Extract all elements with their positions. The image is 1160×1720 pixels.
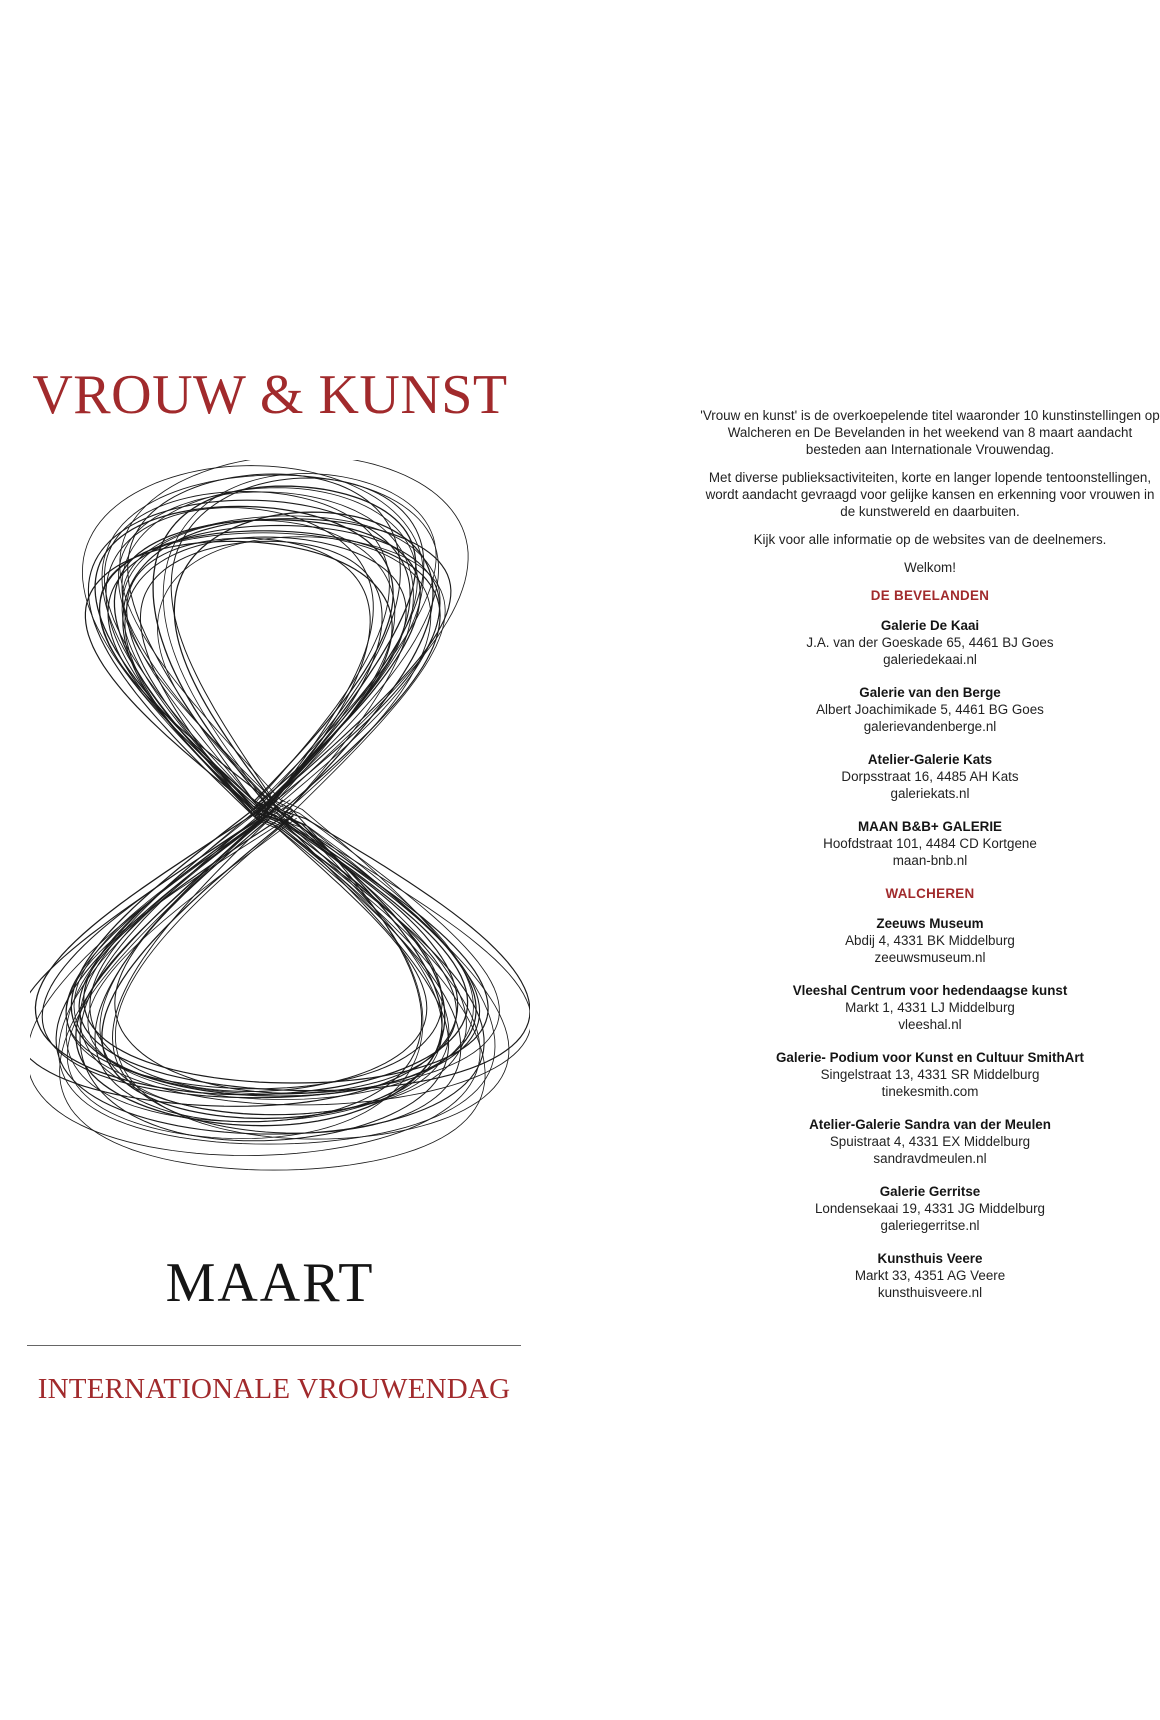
figure-eight-scribble-icon (30, 460, 530, 1180)
venue-address: Dorpsstraat 16, 4485 AH Kats (841, 769, 1019, 784)
poster-divider (27, 1345, 521, 1346)
scribble-stroke (74, 516, 499, 1094)
scribble-stroke (79, 531, 530, 1091)
venue-website-link[interactable]: kunsthuisveere.nl (877, 1285, 983, 1300)
scribble-stroke (71, 506, 476, 1096)
venue-name: Vleeshal Centrum voor hedendaagse kunst (792, 983, 1068, 998)
welcome-text: Welkom! (904, 560, 956, 575)
venue-website-link[interactable]: galerievandenberge.nl (863, 719, 997, 734)
venue-listing (700, 915, 1160, 966)
venue-listing (700, 1250, 1160, 1301)
venue-listing (700, 818, 1160, 869)
venue-listing (700, 982, 1160, 1033)
scribble-stroke (30, 519, 458, 1107)
venue-listing (700, 1116, 1160, 1167)
poster (0, 335, 560, 1475)
venue-listing (700, 1049, 1160, 1100)
venue-website-link[interactable]: galeriekats.nl (890, 786, 970, 801)
poster-title: VROUW & KUNST (32, 364, 508, 426)
venue-name: Atelier-Galerie Kats (867, 752, 993, 767)
scribble-stroke (95, 478, 424, 1122)
venue-address: Markt 33, 4351 AG Veere (854, 1268, 1006, 1283)
venue-name: Galerie- Podium voor Kunst en Cultuur SmithArt (775, 1050, 1084, 1065)
info-column (700, 407, 1160, 1317)
venue-address: J.A. van der Goeskade 65, 4461 BJ Goes (806, 635, 1054, 650)
venue-name: Galerie Gerritse (879, 1184, 981, 1199)
venue-address: Spuistraat 4, 4331 EX Middelburg (829, 1134, 1031, 1149)
region-heading-bevelanden: DE BEVELANDEN (870, 588, 990, 603)
venue-listing (700, 1183, 1160, 1234)
venue-website-link[interactable]: zeeuwsmuseum.nl (874, 950, 986, 965)
venue-address: Albert Joachimikade 5, 4461 BG Goes (816, 702, 1044, 717)
scribble-stroke (115, 492, 509, 1139)
venue-address: Hoofdstraat 101, 4484 CD Kortgene (823, 836, 1037, 851)
venue-address: Singelstraat 13, 4331 SR Middelburg (820, 1067, 1040, 1082)
venue-name: Atelier-Galerie Sandra van der Meulen (809, 1117, 1051, 1132)
poster-maart: MAART (165, 1252, 375, 1314)
venue-name: Kunsthuis Veere (877, 1251, 983, 1266)
venue-name: Galerie van den Berge (859, 685, 1001, 700)
venue-listing (700, 751, 1160, 802)
intro-paragraph: 'Vrouw en kunst' is de overkoepelende titel waaronder 10 kunstinstellingen op Walcheren en De Bevelanden in het weekend van 8 maart aandacht besteden aan Internationale Vrouwendag. (700, 408, 1160, 457)
venue-address: Abdij 4, 4331 BK Middelburg (845, 933, 1015, 948)
venue-website-link[interactable]: maan-bnb.nl (892, 853, 968, 868)
venue-website-link[interactable]: vleeshal.nl (898, 1017, 962, 1032)
scribble-stroke (66, 533, 530, 1105)
venue-name: MAAN B&B+ GALERIE (858, 819, 1002, 834)
venue-name: Zeeuws Museum (876, 916, 984, 931)
intro-paragraph: Met diverse publieksactiviteiten, korte en langer lopende tentoonstellingen, wordt aandacht gevraagd voor gelijke kansen en erkenning voor vrouwen in de kunstwereld en daarbuiten. (705, 470, 1155, 519)
venue-website-link[interactable]: galeriedekaai.nl (883, 652, 977, 667)
venue-address: Londensekaai 19, 4331 JG Middelburg (814, 1201, 1046, 1216)
intro (700, 407, 1160, 576)
venue-listing (700, 617, 1160, 668)
venue-website-link[interactable]: tinekesmith.com (881, 1084, 979, 1099)
poster-subtitle: INTERNATIONALE VROUWENDAG (37, 1373, 511, 1405)
venue-name: Galerie De Kaai (880, 618, 980, 633)
venue-website-link[interactable]: sandravdmeulen.nl (873, 1151, 987, 1166)
venue-address: Markt 1, 4331 LJ Middelburg (845, 1000, 1015, 1015)
venue-listing (700, 684, 1160, 735)
venue-website-link[interactable]: galeriegerritse.nl (880, 1218, 980, 1233)
region-heading-walcheren: WALCHEREN (885, 886, 975, 901)
intro-paragraph: Kijk voor alle informatie op de websites van de deelnemers. (753, 532, 1107, 547)
